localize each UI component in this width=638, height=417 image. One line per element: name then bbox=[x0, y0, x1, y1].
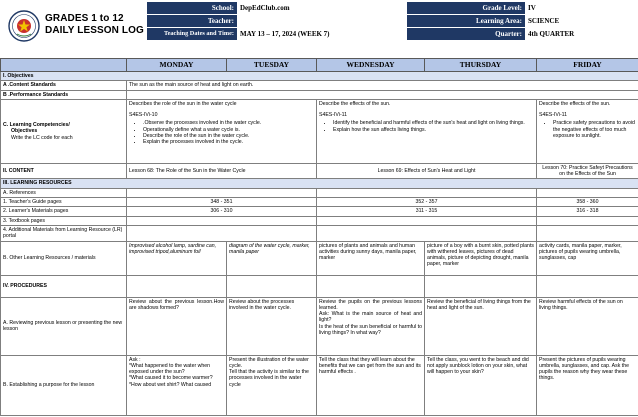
content-standards-value: The sun as the main source of heat and light on earth. bbox=[127, 81, 638, 90]
list-item: • .Observe the processes involved in the water cycle. bbox=[143, 120, 314, 126]
objectives-section-label: I. Objectives bbox=[1, 72, 638, 81]
content-monday-tuesday: Lesson 68: The Role of the Sun in the Water Cycle bbox=[127, 163, 317, 179]
quarter-value: 4th QUARTER bbox=[525, 28, 638, 40]
learners-materials-monday-tuesday: 306 - 310 bbox=[127, 207, 317, 216]
lesson-log-table bbox=[0, 58, 638, 416]
establishing-purpose-row bbox=[1, 355, 638, 415]
procedures-section-label: IV. PROCEDURES bbox=[1, 275, 127, 297]
procedures-row bbox=[1, 275, 638, 297]
content-wednesday-thursday: Lesson 69: Effects of Sun's Heat and Light bbox=[317, 163, 537, 179]
teachers-guide-friday: 358 - 360 bbox=[537, 198, 638, 207]
establishing-purpose-wednesday: Tell the class that they will learn about the benefits that we can get from the sun and its harmful effects . bbox=[317, 355, 425, 415]
review-line: Is the heat of the sun beneficial or harmful to living things? In what way? bbox=[319, 323, 422, 337]
grade-level-label: Grade Level: bbox=[407, 2, 525, 14]
teachers-guide-monday-tuesday: 348 - 351 bbox=[127, 198, 317, 207]
purpose-line: Present the illustration of the water cycle. bbox=[229, 356, 309, 369]
title-line-1: GRADES 1 to 12 bbox=[45, 13, 124, 24]
header-info-grid bbox=[147, 0, 638, 52]
empty-cell bbox=[127, 216, 317, 225]
learning-resources-section-label: III. LEARNING RESOURCES bbox=[1, 179, 638, 188]
learning-area-value: SCIENCE bbox=[525, 15, 638, 27]
teachers-guide-row bbox=[1, 198, 638, 207]
establishing-purpose-friday: Present the pictures of pupils wearing umbrella, sunglasses, and cap. Ask the pupils the reason why they wear these things. bbox=[537, 355, 638, 415]
purpose-line: Ask : bbox=[129, 356, 141, 363]
reviewing-lesson-thursday: Review the beneficial of living things from the heat and light of the sun. bbox=[425, 297, 537, 355]
purpose-line: Tell that the activity is similar to the processes involved in the water cycle bbox=[229, 369, 309, 388]
teacher-value bbox=[237, 15, 407, 27]
competency-description: Describes the role of the sun in the water cycle bbox=[129, 100, 237, 107]
learners-materials-wednesday-thursday: 311 - 315 bbox=[317, 207, 537, 216]
header bbox=[0, 0, 638, 52]
establishing-purpose-label: B. Establishing a purpose for the lesson bbox=[1, 355, 127, 415]
reviewing-lesson-wednesday bbox=[317, 297, 425, 355]
establishing-purpose-tuesday bbox=[227, 355, 317, 415]
day-header-thursday: THURSDAY bbox=[425, 59, 537, 72]
teachers-guide-label: 1. Teacher's Guide pages bbox=[1, 198, 127, 207]
header-row-2 bbox=[147, 15, 638, 27]
other-resources-thursday: picture of a boy with a burnt skin, potted plants with withered leaves, pictures of dead animals, picture of depicting drought, manila paper, marker bbox=[425, 241, 537, 275]
empty-cell bbox=[537, 225, 638, 241]
competencies-friday bbox=[537, 99, 638, 163]
review-line: Review the pupils on the previous lessons learned. bbox=[319, 298, 422, 311]
competencies-label-line-3: Write the LC code for each bbox=[11, 134, 73, 141]
competency-description: Describe the effects of the sun. bbox=[319, 100, 391, 107]
references-label: A. References bbox=[1, 188, 127, 197]
textbook-row bbox=[1, 216, 638, 225]
competency-code: S4ES-IVi-10 bbox=[129, 112, 158, 119]
purpose-line: *What caused it to become warmer? bbox=[129, 375, 213, 382]
empty-cell bbox=[425, 275, 537, 297]
header-row-3 bbox=[147, 28, 638, 40]
establishing-purpose-thursday: Tell the class, you went to the beach and did not apply sunblock lotion on your skin, what will happen to your skin? bbox=[425, 355, 537, 415]
other-resources-monday: Improvised alcohol lamp, sardine can, improvised tripod,aluminum foil bbox=[127, 241, 227, 275]
list-item: • Identify the beneficial and harmful effects of the sun's heat and light on living things. bbox=[333, 120, 534, 126]
competency-objectives-list bbox=[333, 120, 534, 133]
empty-cell bbox=[537, 275, 638, 297]
content-label: II. CONTENT bbox=[1, 163, 127, 179]
empty-cell bbox=[127, 225, 317, 241]
learning-resources-row bbox=[1, 179, 638, 188]
learning-competencies-row bbox=[1, 99, 638, 163]
content-standards-label: A .Content Standards bbox=[1, 81, 127, 90]
performance-standards-value bbox=[127, 90, 638, 99]
list-item: • Operationally define what a water cycle is. bbox=[143, 127, 314, 133]
objectives-row bbox=[1, 72, 638, 81]
competencies-monday-tuesday bbox=[127, 99, 317, 163]
teaching-dates-value: MAY 13 – 17, 2024 (WEEK 7) bbox=[237, 28, 407, 40]
textbook-label: 3. Textbook pages bbox=[1, 216, 127, 225]
other-resources-wednesday: pictures of plants and animals and human activities during sunny days, manila paper, marker bbox=[317, 241, 425, 275]
other-resources-row bbox=[1, 241, 638, 275]
teacher-label: Teacher: bbox=[147, 15, 237, 27]
reviewing-lesson-tuesday: Review about the processes involved in the water cycle. bbox=[227, 297, 317, 355]
other-resources-label: B. Other Learning Resources / materials bbox=[1, 241, 127, 275]
learners-materials-label: 2. Learner's Materials pages bbox=[1, 207, 127, 216]
competencies-label-line-1: C. Learning Competencies/ bbox=[3, 121, 70, 128]
day-header-wednesday: WEDNESDAY bbox=[317, 59, 425, 72]
content-row bbox=[1, 163, 638, 179]
learning-area-label: Learning Area: bbox=[407, 15, 525, 27]
competency-code: S4ES-IVi-11 bbox=[319, 112, 348, 119]
empty-cell bbox=[127, 188, 317, 197]
learners-materials-row bbox=[1, 207, 638, 216]
other-resources-tuesday: diagram of the water cycle, marker, manila paper bbox=[227, 241, 317, 275]
grade-level-value: IV bbox=[525, 2, 638, 14]
day-header-friday: FRIDAY bbox=[537, 59, 638, 72]
empty-cell bbox=[317, 188, 537, 197]
performance-standards-row bbox=[1, 90, 638, 99]
document-title bbox=[45, 13, 144, 37]
empty-cell bbox=[317, 275, 425, 297]
learners-materials-friday: 316 - 318 bbox=[537, 207, 638, 216]
additional-materials-label: 4. Additional Materials from Learning Resource (LR) portal bbox=[1, 225, 127, 241]
performance-standards-label: B .Performance Standards bbox=[1, 90, 127, 99]
school-value: DepEdClub.com bbox=[237, 2, 407, 14]
reviewing-lesson-friday: Review harmful effects of the sun on living things. bbox=[537, 297, 638, 355]
competency-objectives-list bbox=[143, 120, 314, 145]
competency-objectives-list bbox=[553, 120, 636, 139]
day-header-row bbox=[1, 59, 638, 72]
teachers-guide-wednesday-thursday: 352 - 357 bbox=[317, 198, 537, 207]
day-header-monday: MONDAY bbox=[127, 59, 227, 72]
reviewing-lesson-label: A. Reviewing previous lesson or presenting the new lesson bbox=[1, 297, 127, 355]
empty-cell bbox=[317, 225, 537, 241]
header-row-1 bbox=[147, 2, 638, 14]
content-standards-row bbox=[1, 81, 638, 90]
competencies-wednesday-thursday bbox=[317, 99, 537, 163]
content-friday: Lesson 70: Practice Safeyt Precautions on the Effects of the Sun bbox=[537, 163, 638, 179]
competency-description: Describe the effects of the sun. bbox=[539, 100, 611, 107]
list-item: • Explain how the sun affects living things. bbox=[333, 127, 534, 133]
teaching-dates-label: Teaching Dates and Time: bbox=[147, 28, 237, 40]
establishing-purpose-monday bbox=[127, 355, 227, 415]
competencies-label-line-2: Objectives bbox=[11, 128, 38, 135]
references-row bbox=[1, 188, 638, 197]
purpose-line: *How about wet shirt? What caused bbox=[129, 381, 212, 388]
school-label: School: bbox=[147, 2, 237, 14]
blank-header-cell bbox=[1, 59, 127, 72]
empty-cell bbox=[127, 275, 227, 297]
list-item: • Describe the role of the sun in the water cycle. bbox=[143, 133, 314, 139]
competency-code: S4ES-IVi-11 bbox=[539, 112, 568, 119]
review-line: Ask: What is the main source of heat and light? bbox=[319, 311, 422, 324]
title-line-2: DAILY LESSON LOG bbox=[45, 25, 144, 36]
list-item: • Explain the processes involved in the cycle. bbox=[143, 139, 314, 145]
purpose-line: *What happened to the water when exposed under the sun? bbox=[129, 362, 211, 376]
other-resources-friday: activity cards, manila paper, marker, pictures of pupils wearing umbrella, sunglasses, cap bbox=[537, 241, 638, 275]
list-item: • Practice safety precautions to avoid the negative effects of too much exposure to sunlight. bbox=[553, 120, 636, 139]
day-header-tuesday: TUESDAY bbox=[227, 59, 317, 72]
empty-cell bbox=[227, 275, 317, 297]
empty-cell bbox=[537, 216, 638, 225]
quarter-label: Quarter: bbox=[407, 28, 525, 40]
deped-seal-icon bbox=[8, 10, 40, 42]
additional-materials-row bbox=[1, 225, 638, 241]
reviewing-lesson-monday: Review about the previous lesson.How are shadows formed? bbox=[127, 297, 227, 355]
empty-cell bbox=[317, 216, 537, 225]
learning-competencies-label bbox=[1, 99, 127, 163]
reviewing-lesson-row bbox=[1, 297, 638, 355]
empty-cell bbox=[537, 188, 638, 197]
